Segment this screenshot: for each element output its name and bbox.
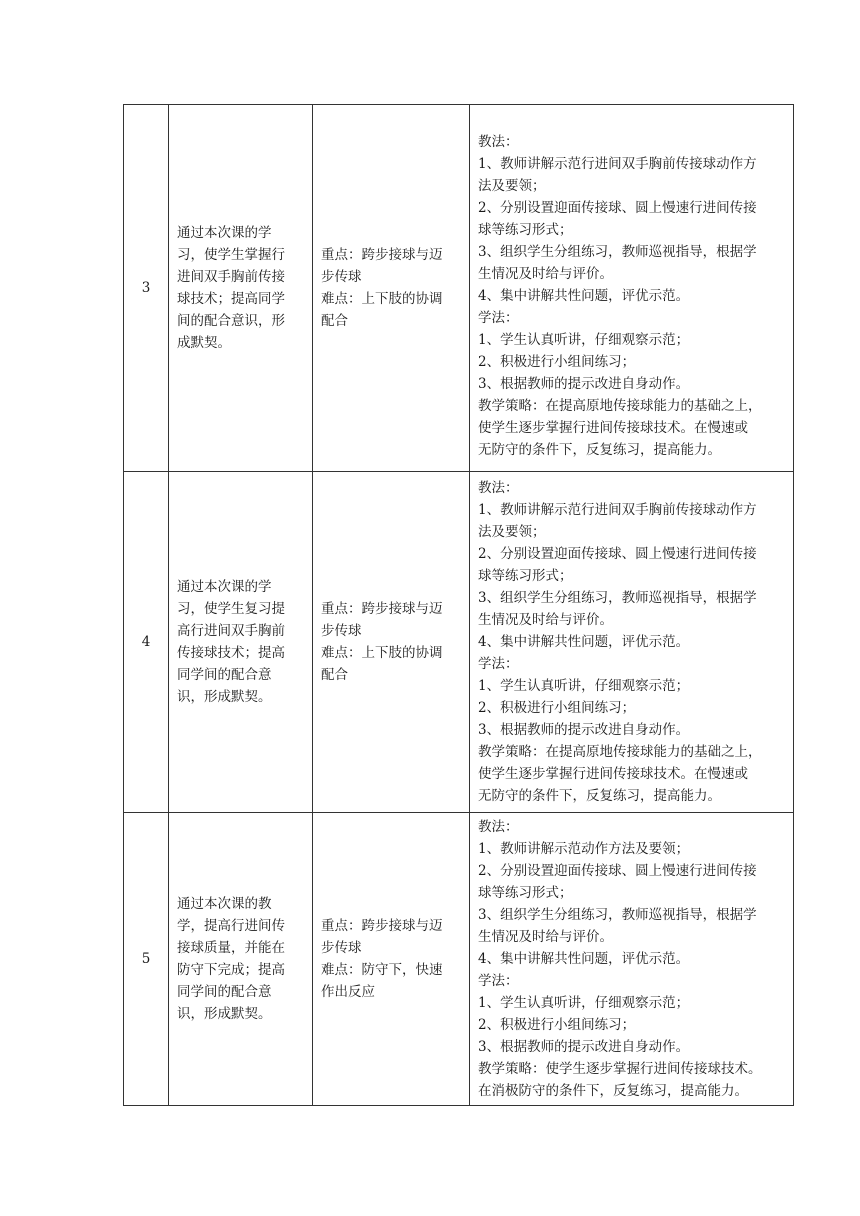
lesson-methods-line: 无防守的条件下，反复练习，提高能力。 — [478, 788, 721, 804]
lesson-methods-line: 2、积极进行小组间练习； — [478, 1017, 636, 1033]
lesson-key-points-line: 重点：跨步接球与迈 — [321, 247, 443, 263]
lesson-methods-line: 2、分别设置迎面传接球、圆上慢速行进间传接 — [478, 863, 757, 879]
lesson-goal-line: 通过本次课的教 — [177, 896, 272, 912]
lesson-methods-line: 3、根据教师的提示改进自身动作。 — [478, 375, 690, 392]
lesson-key-points — [313, 472, 470, 813]
lesson-goal-line: 间的配合意识，形 — [177, 313, 285, 329]
lesson-methods-line: 教学策略：使学生逐步掌握行进间传接球技术。 — [478, 1061, 762, 1077]
lesson-key-points-line: 配合 — [321, 667, 348, 683]
lesson-key-points-line: 配合 — [321, 313, 348, 329]
lesson-goal-line: 识，形成默契。 — [177, 1006, 272, 1022]
lesson-goal — [169, 472, 313, 813]
lesson-goal-line: 成默契。 — [177, 335, 231, 351]
lesson-methods-line: 2、分别设置迎面传接球、圆上慢速行进间传接 — [478, 546, 757, 562]
lesson-methods-line: 1、学生认真听讲，仔细观察示范； — [478, 995, 690, 1011]
lesson-goal-line: 习，使学生掌握行 — [177, 247, 285, 263]
lesson-methods — [470, 813, 794, 1106]
lesson-methods-line: 教法： — [478, 819, 519, 835]
lesson-goal-line: 高行进间双手胸前 — [177, 623, 285, 639]
lesson-goal-line: 学，提高行进间传 — [177, 918, 285, 934]
lesson-methods-line: 3、组织学生分组练习，教师巡视指导，根据学 — [478, 907, 757, 923]
lesson-number: 5 — [124, 813, 169, 1106]
lesson-key-points-line: 重点：跨步接球与迈 — [321, 601, 443, 617]
lesson-key-points-line: 重点：跨步接球与迈 — [321, 918, 443, 934]
lesson-goal-line: 习，使学生复习提 — [177, 601, 285, 617]
lesson-methods-line: 法及要领； — [478, 524, 546, 540]
lesson-row — [124, 105, 794, 472]
lesson-methods-line: 教学策略：在提高原地传接球能力的基础之上， — [478, 744, 762, 760]
lesson-methods — [470, 472, 794, 813]
lesson-goal-line: 传接球技术；提高 — [177, 645, 285, 661]
lesson-key-points — [313, 813, 470, 1106]
lesson-row — [124, 813, 794, 1106]
lesson-methods-line: 教法： — [478, 480, 519, 496]
lesson-methods-line: 3、组织学生分组练习，教师巡视指导，根据学 — [478, 243, 757, 260]
lesson-key-points-line: 难点：上下肢的协调 — [321, 291, 443, 307]
lesson-methods-line: 无防守的条件下，反复练习，提高能力。 — [478, 441, 721, 458]
lesson-key-points-line: 步传球 — [321, 269, 362, 285]
lesson-methods-line: 学法： — [478, 309, 519, 326]
lesson-methods-line: 使学生逐步掌握行进间传接球技术。在慢速或 — [478, 766, 748, 782]
lesson-goal-line: 球技术；提高同学 — [177, 291, 285, 307]
lesson-methods-line: 2、分别设置迎面传接球、圆上慢速行进间传接 — [478, 199, 757, 216]
lesson-methods-line: 学法： — [478, 973, 519, 989]
lesson-goal-line: 进间双手胸前传接 — [177, 269, 285, 285]
lesson-key-points — [313, 105, 470, 472]
lesson-methods-line: 3、组织学生分组练习，教师巡视指导，根据学 — [478, 590, 757, 606]
lesson-methods-line: 1、学生认真听讲，仔细观察示范； — [478, 331, 690, 348]
lesson-goal-line: 防守下完成；提高 — [177, 962, 285, 978]
lesson-methods-line: 学法： — [478, 656, 519, 672]
lesson-key-points-line: 难点：防守下，快速 — [321, 962, 443, 978]
lesson-methods-line: 1、学生认真听讲，仔细观察示范； — [478, 678, 690, 694]
lesson-plan-table — [123, 104, 794, 1106]
lesson-methods — [470, 105, 794, 472]
lesson-methods-line: 2、积极进行小组间练习； — [478, 700, 636, 716]
lesson-methods-line: 3、根据教师的提示改进自身动作。 — [478, 722, 690, 738]
lesson-key-points-line: 步传球 — [321, 623, 362, 639]
lesson-methods-line: 4、集中讲解共性问题，评优示范。 — [478, 634, 690, 650]
lesson-methods-line: 使学生逐步掌握行进间传接球技术。在慢速或 — [478, 419, 748, 436]
lesson-goal-line: 识，形成默契。 — [177, 689, 272, 705]
lesson-goal — [169, 105, 313, 472]
lesson-methods-line: 生情况及时给与评价。 — [478, 612, 613, 628]
lesson-methods-line: 1、教师讲解示范行进间双手胸前传接球动作方 — [478, 155, 757, 172]
lesson-methods-line: 生情况及时给与评价。 — [478, 929, 613, 945]
lesson-number: 4 — [124, 472, 169, 813]
lesson-number: 3 — [124, 105, 169, 472]
lesson-methods-line: 2、积极进行小组间练习； — [478, 353, 636, 370]
lesson-goal — [169, 813, 313, 1106]
lesson-goal-line: 同学间的配合意 — [177, 667, 272, 683]
lesson-goal-line: 同学间的配合意 — [177, 984, 272, 1000]
lesson-methods-line: 1、教师讲解示范动作方法及要领； — [478, 841, 690, 857]
lesson-key-points-line: 作出反应 — [321, 984, 375, 1000]
lesson-methods-line: 1、教师讲解示范行进间双手胸前传接球动作方 — [478, 502, 757, 518]
lesson-goal-line: 通过本次课的学 — [177, 579, 272, 595]
lesson-methods-line: 4、集中讲解共性问题，评优示范。 — [478, 287, 690, 304]
lesson-methods-line: 教学策略：在提高原地传接球能力的基础之上， — [478, 397, 762, 414]
lesson-goal-line: 接球质量，并能在 — [177, 940, 285, 956]
lesson-methods-line: 球等练习形式； — [478, 568, 573, 584]
lesson-methods-line: 在消极防守的条件下，反复练习，提高能力。 — [478, 1083, 748, 1099]
lesson-methods-line: 教法： — [478, 133, 519, 150]
lesson-goal-line: 通过本次课的学 — [177, 225, 272, 241]
lesson-methods-line: 4、集中讲解共性问题，评优示范。 — [478, 951, 690, 967]
lesson-plan-body — [124, 105, 794, 1106]
lesson-methods-line: 球等练习形式； — [478, 221, 573, 238]
lesson-methods-line: 生情况及时给与评价。 — [478, 265, 613, 282]
lesson-key-points-line: 难点：上下肢的协调 — [321, 645, 443, 661]
lesson-methods-line: 球等练习形式； — [478, 885, 573, 901]
lesson-methods-line: 法及要领； — [478, 177, 546, 194]
lesson-methods-line: 3、根据教师的提示改进自身动作。 — [478, 1039, 690, 1055]
lesson-key-points-line: 步传球 — [321, 940, 362, 956]
lesson-row — [124, 472, 794, 813]
